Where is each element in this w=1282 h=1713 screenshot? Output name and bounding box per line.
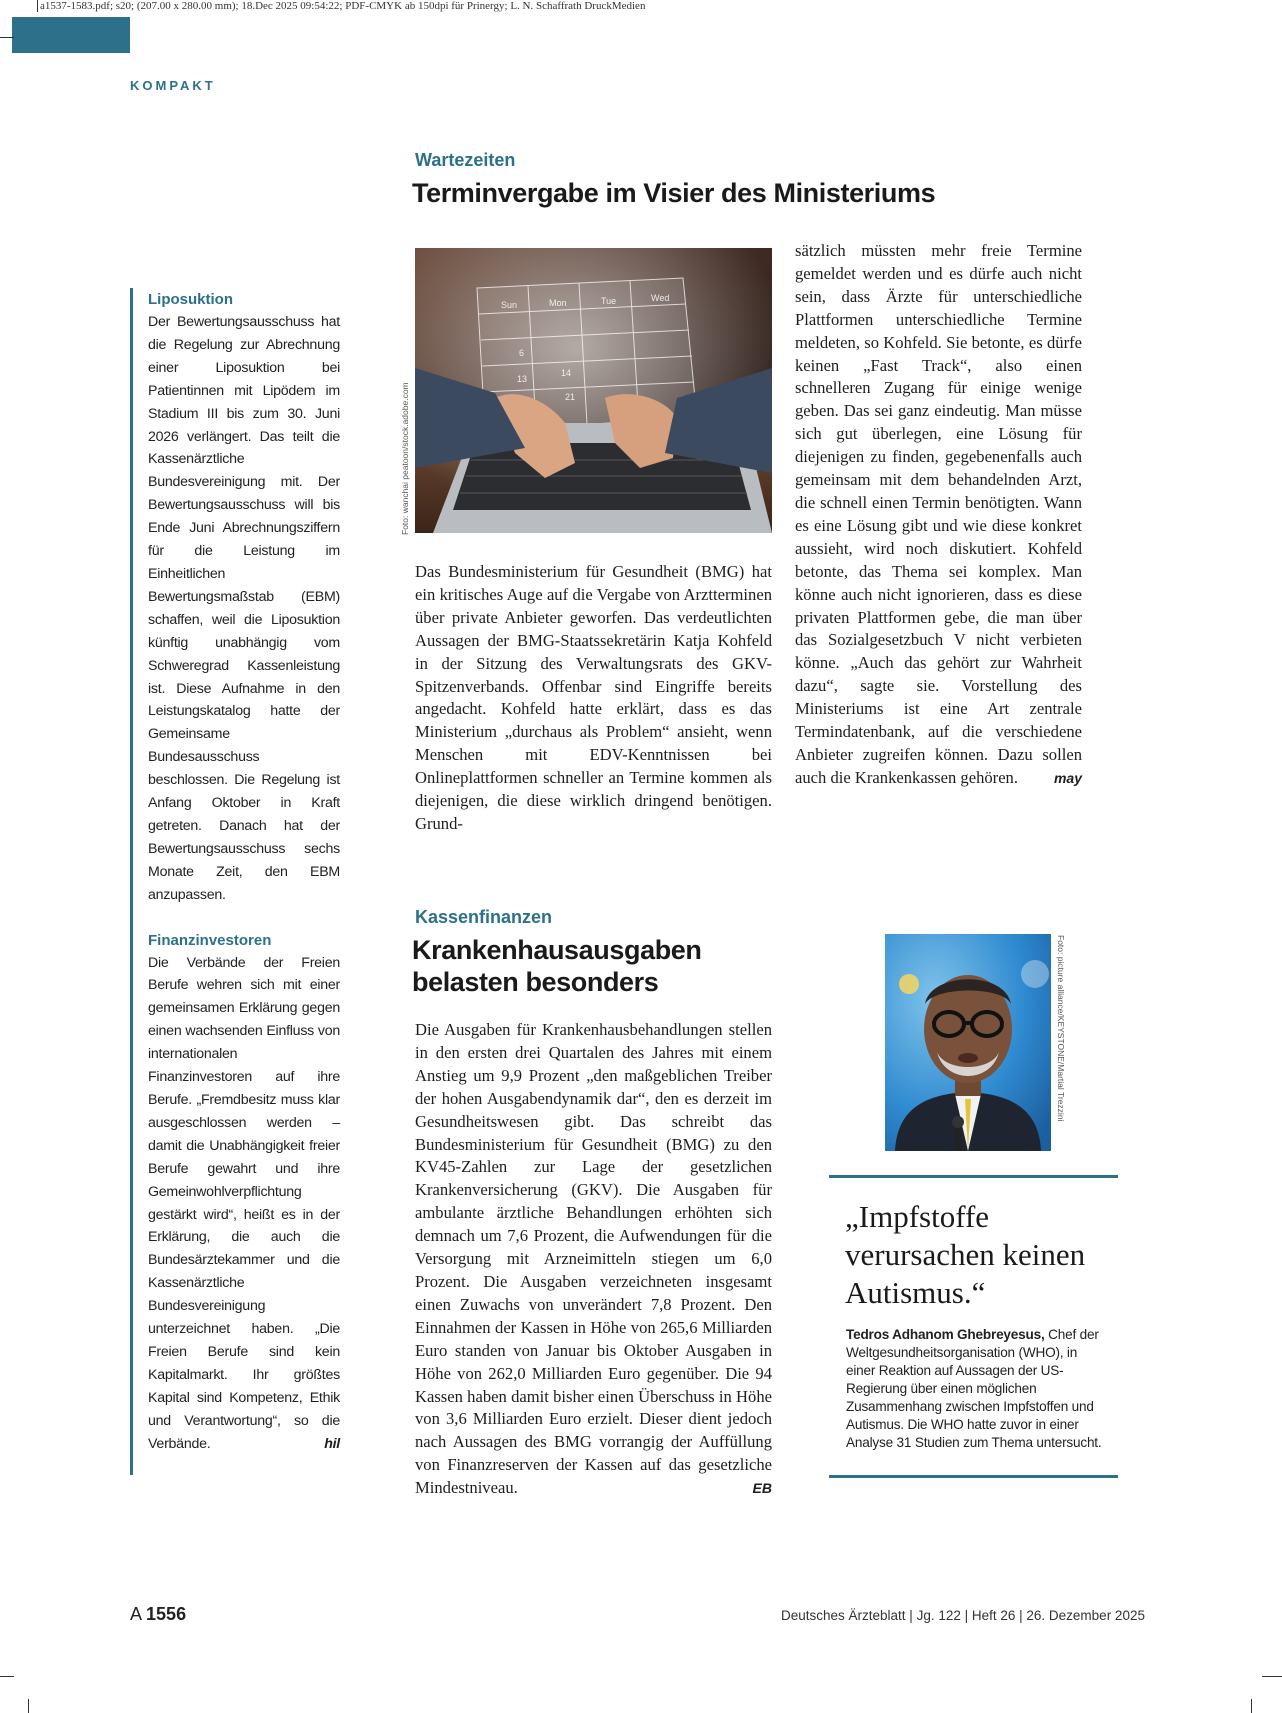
crop-mark xyxy=(28,1699,29,1713)
sidebar-item-text: Der Bewertungsausschuss hat die Regelung zur Abrechnung einer Liposuktion bei Patientinnen mit Lipödem im Stadium III bis zum 30. Juni 2026 verlängert. Das teilt die Kassenärztliche Bundesvereinigung mit. Der Bewertungsausschuss will bis Ende Juni Abrechnungsziffern für die Leistung im Einheitlichen Bewertungsmaßstab (EBM) schaffen, weil die Liposuktion künftig unabhängig vom Schweregrad Kassenleistung ist. Diese Aufnahme in den Leistungskatalog hatte der Gemeinsame Bundesausschuss beschlossen. Die Regelung ist Anfang Oktober in Kraft getreten. Danach hat der Bewertungsausschuss sechs Monate Zeit, den EBM anzupassen. xyxy=(148,314,340,903)
calendar-day-label: Wed xyxy=(651,293,670,303)
news-sidebar xyxy=(130,288,340,1475)
print-slug: a1537-1583.pdf; s20; (207.00 x 280.00 mm); 18.Dec 2025 09:54:22; PDF-CMYK ab 150dpi für Prinergy; L. N. Schaffrath DruckMedien xyxy=(40,0,646,12)
sidebar-item-text xyxy=(148,952,340,1456)
calendar-date: 13 xyxy=(517,374,528,384)
article-body-column: Das Bundesministerium für Gesundheit (BMG) hat ein kritisches Auge auf die Vergabe von Arztterminen über private Anbieter geworfen. Das verdeutlichten Aussagen der BMG-Staatssekretärin Katja Kohfeld in der Sitzung des Verwaltungsrats des GKV-Spitzenverbands. Offenbar sind Eingriffe bereits angedacht. Kohfeld hatte erklärt, dass es das Ministerium „durchaus als Problem“ ansieht, wenn Menschen mit EDV-Kenntnissen bei Onlineplattformen schneller an Termine kommen als diejenigen, die diese wirklich dringend benötigen. Grund- xyxy=(415,562,772,833)
calendar-day-label: Sun xyxy=(501,300,518,310)
article-body-column xyxy=(415,1019,772,1500)
page-prefix: A xyxy=(130,1604,142,1624)
corner-color-bar xyxy=(12,17,130,53)
page-number xyxy=(130,1604,186,1625)
section-label: KOMPAKT xyxy=(130,78,216,93)
article-headline: Terminvergabe im Visier des Ministeriums xyxy=(412,178,936,208)
page-number-value: 1556 xyxy=(146,1604,187,1624)
crop-mark xyxy=(37,0,38,12)
sidebar-item-heading: Finanzinvestoren xyxy=(148,931,272,949)
article-body-column xyxy=(795,240,1082,790)
article-kicker: Kassenfinanzen xyxy=(415,907,553,927)
author-signature: EB xyxy=(752,1480,772,1497)
article-kicker: Wartezeiten xyxy=(415,150,516,170)
crop-mark xyxy=(1262,1676,1282,1677)
article-body-text: sätzlich müssten mehr freie Termine gemeldet werden und es dürfe auch nicht sein, dass Ärzte für unterschiedliche Plattformen unterschiedliche Termine meldeten, so Kohfeld. Sie betonte, es dürfe keinen „Fast Track“, also einen schnelleren Zugang für einige wenige geben. Das sei ganz eindeutig. Man müsse sich gut überlegen, eine Lösung für diejenigen zu finden, gegebenenfalls auch gemeinsam mit dem behandelnden Arzt, die schnell einen Termin benötigten. Wann es eine Lösung gibt und wie diese konkret aussieht, wird noch diskutiert. Kohfeld betonte, das Thema sei komplex. Man könne auch nicht ignorieren, dass es diese privaten Plattformen gebe, die man über das Sozialgesetzbuch V nicht verbieten könne. „Auch das gehört zur Wahrheit dazu“, sagte sie. Vorstellung des Ministeriums ist eine Art zentrale Termindatenbank, auf die verschiedene Anbieter zugreifen können. Dazu sollen auch die Krankenkassen gehören. xyxy=(795,241,1082,787)
calendar-day-label: Mon xyxy=(549,298,567,308)
photo-credit: Foto: picture alliance/KEYSTONE/Martial Trezzini xyxy=(1056,935,1066,1122)
quote-attribution xyxy=(846,1326,1108,1452)
calendar-date: 6 xyxy=(519,348,525,358)
calendar-date: 21 xyxy=(565,392,576,402)
crop-mark xyxy=(0,37,14,38)
author-signature: hil xyxy=(324,1435,340,1452)
pull-quote: „Impfstoffe verursachen keinen Autismus.“ xyxy=(845,1199,1086,1310)
photo-credit: Foto: wanchai peatoon/stock.adobe.com xyxy=(400,382,410,535)
article-headline: Krankenhausausgaben belasten besonders xyxy=(412,935,702,997)
sidebar-item-body: Die Verbände der Freien Berufe wehren sich mit einer gemeinsamen Erklärung gegen einen wachsenden Einfluss von internationalen Finanzinvestoren auf ihre Berufe. „Fremdbesitz muss klar ausgeschlossen werden – damit die Unabhängigkeit freier Berufe gewahrt und ihre Gemeinwohlverpflichtung gestärkt wird“, heißt es in der Erklärung, die auch die Bundesärztekammer und die Kassenärztliche Bundesvereinigung unterzeichnet haben. „Die Freien Berufe sind kein Kapitalmarkt. Ihr größtes Kapital sind Kompetenz, Ethik und Verantwortung“, so die Verbände. xyxy=(148,954,340,1452)
sidebar-item-heading: Liposuktion xyxy=(148,291,233,308)
speaker-portrait-photo xyxy=(885,934,1051,1151)
quote-attribution-text: Chef der Weltgesundheitsorganisation (WHO), in einer Reaktion auf Aussagen der US-Regierung über einen möglichen Zusammenhang zwischen Impfstoffen und Autismus. Die WHO hatte zuvor in einer Analyse 31 Studien zum Thema untersucht. xyxy=(846,1327,1102,1450)
laptop-calendar-photo xyxy=(415,248,772,533)
quote-author: Tedros Adhanom Ghebreyesus, xyxy=(846,1327,1045,1342)
quote-box xyxy=(829,1175,1118,1478)
sidebar-item xyxy=(148,288,340,907)
crop-mark xyxy=(1251,1699,1252,1713)
calendar-day-label: Tue xyxy=(601,296,617,306)
calendar-date: 14 xyxy=(561,368,572,378)
crop-mark xyxy=(0,1676,14,1677)
author-signature: may xyxy=(1053,769,1082,786)
article-body-text: Die Ausgaben für Krankenhausbehandlungen stellen in den ersten drei Quartalen des Jahres mit einem Anstieg um 9,9 Prozent „den maßgeblichen Treiber der hohen Ausgabendynamik dar“, den es derzeit im Gesundheitswesen gibt. Das schreibt das Bundesministerium für Gesundheit (BMG) zu den KV45-Zahlen zur Lage der gesetzlichen Krankenversicherung (GKV). Die Ausgaben für ambulante ärztliche Behandlungen erhöhten sich demnach um 7,6 Prozent, die Aufwendungen für die Versorgung mit Arzneimitteln stiegen um 6,0 Prozent. Die Ausgaben verzeichneten insgesamt einen Zuwachs von unverändert 7,8 Prozent. Den Einnahmen der Kassen in Höhe von 265,6 Milliarden Euro standen von Januar bis Oktober Ausgaben in Höhe von 262,0 Milliarden Euro gegenüber. Die 94 Kassen haben damit bisher einen Überschuss in Höhe von 3,6 Milliarden Euro erzielt. Dieser dient jedoch nach Aussagen des BMG vorrangig der Auffüllung von Finanzreserven der Kassen auf das gesetzliche Mindestniveau. xyxy=(415,1020,772,1498)
journal-footer: Deutsches Ärzteblatt | Jg. 122 | Heft 26 | 26. Dezember 2025 xyxy=(781,1608,1145,1623)
sidebar-item xyxy=(148,929,340,1456)
